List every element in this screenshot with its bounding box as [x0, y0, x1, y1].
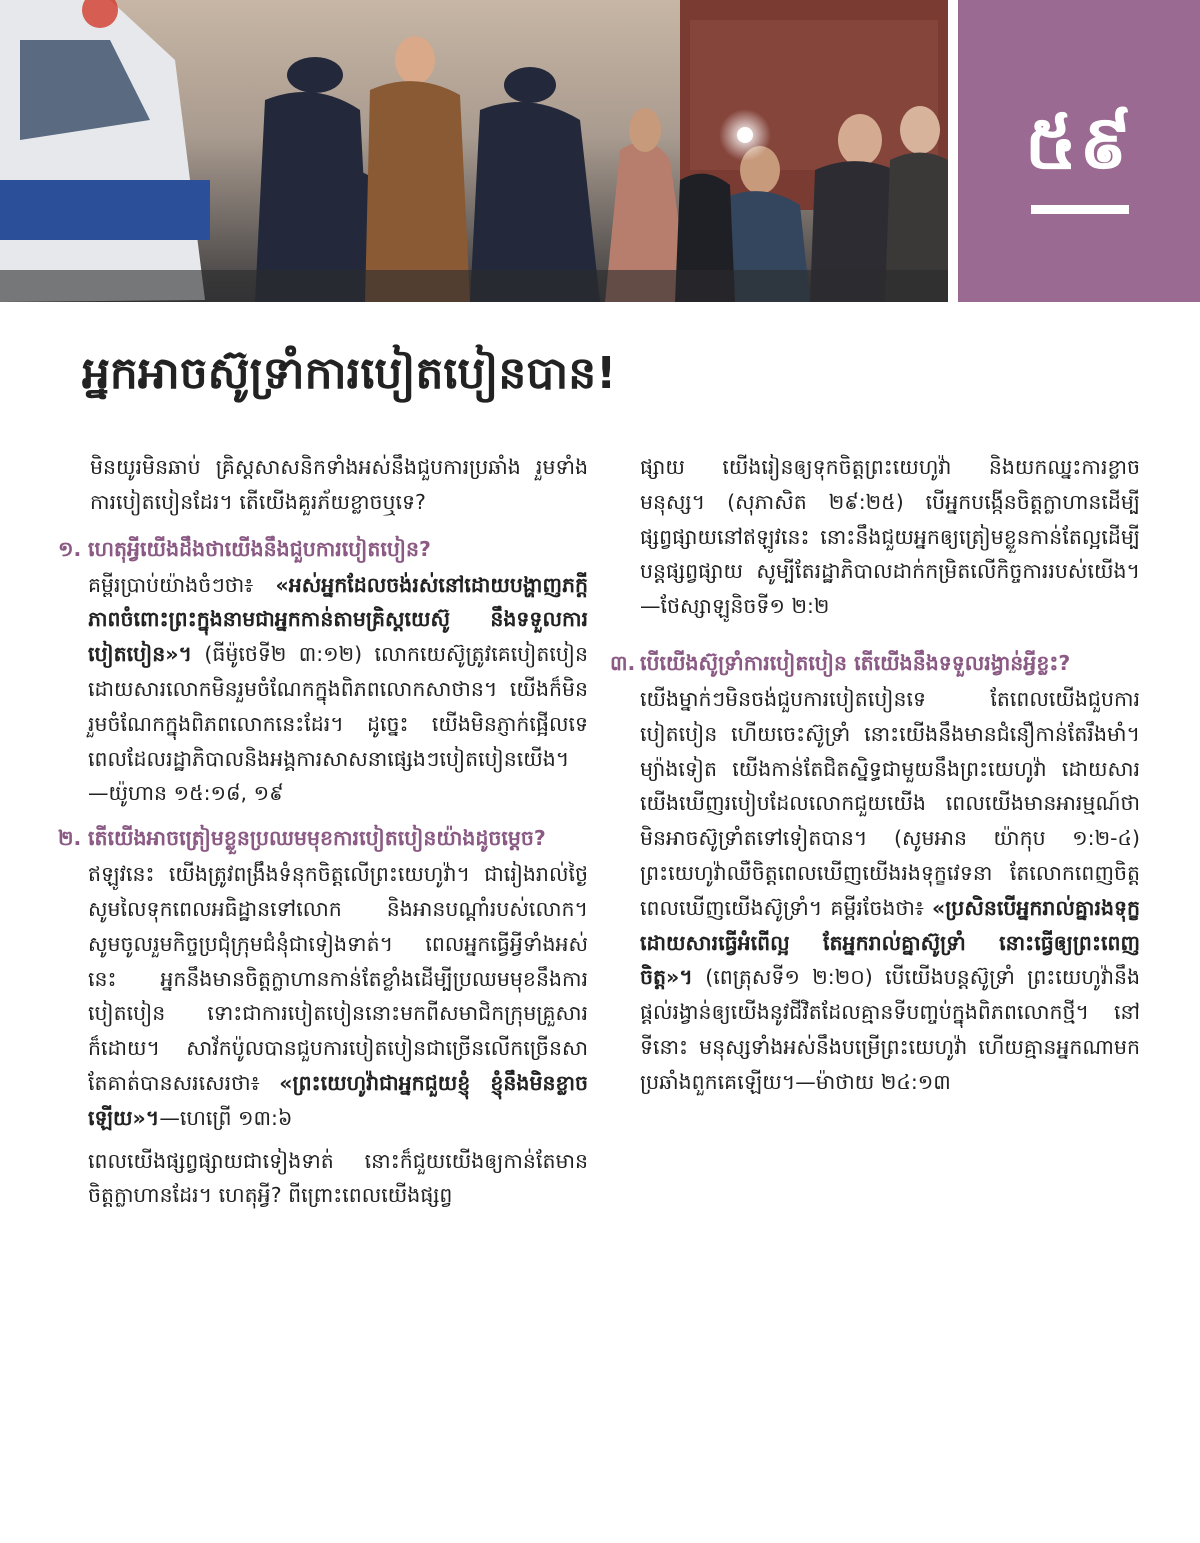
lesson-number: ៥៩ — [1024, 100, 1134, 186]
header-photo — [0, 0, 948, 302]
section-2-number: ២. — [58, 826, 82, 851]
section-1-text-b: (ធីម៉ូថេទី២ ៣:១២) លោកយេស៊ូត្រូវគេបៀតបៀន ដោយសារលោកមិនរួមចំណែកក្នុងពិភពលោកសាថាន។ យើងក៏មិនរួមចំណែកក្នុងពិភពលោកនេះដែរ។ ដូច្នេះ យើងមិនភ្ញាក់ផ្អើលទេ ពេលដែលរដ្ឋាភិបាលនិងអង្គការសាសនាផ្សេងៗបៀតបៀនយើង។—យ៉ូហាន ១៥:១៨, ១៩ — [88, 642, 588, 806]
section-3-text-a: យើងម្នាក់ៗមិនចង់ជួបការបៀតបៀនទេ តែពេលយើងជួបការបៀតបៀន ហើយចេះស៊ូទ្រាំ នោះយើងនឹងមានជំនឿកាន់តែរឹងមាំ។ ម្យ៉ាងទៀត យើងកាន់តែជិតស្និទ្ធជាមួយនឹងព្រះយេហូវ៉ា ដោយសារយើងឃើញរបៀបដែលលោកជួយយើង ពេលយើងមានអារម្មណ៍ថាមិនអាចស៊ូទ្រាំតទៅទៀតបាន។ (សូមអាន យ៉ាកុប ១:២-៤) ព្រះយេហូវ៉ាឈឺចិត្តពេលឃើញយើងរងទុក្ខវេទនា តែលោកពេញចិត្តពេលឃើញយើងស៊ូទ្រាំ។ គម្ពីរចែងថា៖ — [640, 686, 1140, 920]
section-3-number: ៣. — [610, 650, 636, 675]
section-3-heading-text: បើយើងស៊ូទ្រាំការបៀតបៀន តើយើងនឹងទទួលរង្វាន់អ្វីខ្លះ? — [640, 650, 1071, 675]
section-2 — [58, 821, 588, 1213]
section-2-heading-text: តើយើងអាចត្រៀមខ្លួនប្រឈមមុខការបៀតបៀនយ៉ាងដូចម្ដេច? — [88, 826, 546, 851]
section-2-text-a: ឥឡូវនេះ យើងត្រូវពង្រឹងទំនុកចិត្តលើព្រះយេហូវ៉ា។ ជារៀងរាល់ថ្ងៃ សូមលៃទុកពេលអធិដ្ឋានទៅលោក និងអានបណ្ដាំរបស់លោក។ សូមចូលរួមកិច្ចប្រជុំក្រុមជំនុំជាទៀងទាត់។ ពេលអ្នកធ្វើអ្វីទាំងអស់នេះ អ្នកនឹងមានចិត្តក្លាហានកាន់តែខ្លាំងដើម្បីប្រឈមមុខនឹងការបៀតបៀន ទោះជាការបៀតបៀននោះមកពីសមាជិកក្រុមគ្រួសារក៏ដោយ។ សាវ័កប៉ូលបានជួបការបៀតបៀនជាច្រើនលើកច្រើនសា តែគាត់បានសរសេរថា៖ — [88, 862, 588, 1095]
paragraph-gap — [88, 1136, 588, 1144]
section-1-quote: «អស់អ្នកដែលចង់រស់នៅដោយបង្ហាញភក្ដីភាពចំពោះព្រះក្នុងនាមជាអ្នកកាន់តាមគ្រិស្ដយេស៊ូ នឹងទទួលការបៀតបៀន»។ — [88, 572, 588, 667]
section-1-heading-text: ហេតុអ្វីយើងដឹងថាយើងនឹងជួបការបៀតបៀន? — [88, 536, 431, 561]
header-photo-illustration — [0, 0, 948, 302]
page-title: អ្នកអាចស៊ូទ្រាំការបៀតបៀនបាន! — [82, 348, 617, 399]
section-1 — [58, 532, 588, 812]
section-1-number: ១. — [58, 536, 82, 561]
right-column — [610, 450, 1140, 1100]
section-2-text-b: —ហេព្រើ ១៣:៦ — [159, 1105, 293, 1130]
section-3-text-b: (ពេត្រុសទី១ ២:២០) បើយើងបន្តស៊ូទ្រាំ ព្រះយេហូវ៉ានឹងផ្ដល់រង្វាន់ឲ្យយើងនូវជីវិតដែលគ្មានទីបញ្ចប់ក្នុងពិភពលោកថ្មី។ នៅទីនោះ មនុស្សទាំងអស់នឹងបម្រើព្រះយេហូវ៉ា ហើយគ្មានអ្នកណាមកប្រឆាំងពួកគេឡើយ។—ម៉ាថាយ ២៤:១៣ — [640, 965, 1140, 1094]
section-3-heading — [610, 646, 1140, 680]
section-3-quote: «ប្រសិនបើអ្នករាល់គ្នារងទុក្ខដោយសារធ្វើអំពើល្អ តែអ្នករាល់គ្នាស៊ូទ្រាំ នោះធ្វើឲ្យព្រះពេញចិត្ត»។ — [640, 895, 1140, 990]
lesson-number-underline — [1031, 205, 1129, 214]
section-1-text-a: គម្ពីរប្រាប់យ៉ាងចំៗថា៖ — [88, 572, 276, 597]
section-3 — [610, 646, 1140, 1100]
section-2-heading — [58, 821, 588, 855]
section-2-paragraph-1 — [88, 857, 588, 1135]
lesson-panel — [958, 0, 1200, 302]
section-1-paragraph — [88, 568, 588, 812]
section-2-quote: «ព្រះយេហូវ៉ាជាអ្នកជួយខ្ញុំ ខ្ញុំនឹងមិនខ្លាចឡើយ»។ — [88, 1070, 588, 1130]
section-3-paragraph — [640, 682, 1140, 1100]
section-2-paragraph-2-continued: ផ្សាយ យើងរៀនឲ្យទុកចិត្តព្រះយេហូវ៉ា និងយកឈ្នះការខ្លាចមនុស្ស។ (សុភាសិត ២៩:២៥) បើអ្នកបង្កើនចិត្តក្លាហានដើម្បីផ្សព្វផ្សាយនៅឥឡូវនេះ នោះនឹងជួយអ្នកឲ្យត្រៀមខ្លួនកាន់តែល្អដើម្បីបន្តផ្សព្វផ្សាយ សូម្បីតែរដ្ឋាភិបាលដាក់កម្រិតលើកិច្ចការរបស់យើង។—ថែស្សាឡូនិចទី១ ២:២ — [640, 455, 1140, 619]
section-2-paragraph-2: ពេលយើងផ្សព្វផ្សាយជាទៀងទាត់ នោះក៏ជួយយើងឲ្យកាន់តែមានចិត្តក្លាហានដែរ។ ហេតុអ្វី? ពីព្រោះពេលយើងផ្សព្វ — [88, 1148, 588, 1208]
intro-paragraph: មិនយូរមិនឆាប់ គ្រិស្ដសាសនិកទាំងអស់នឹងជួបការប្រឆាំង រួមទាំងការបៀតបៀនដែរ។ តើយើងគួរភ័យខ្លាចឬទេ? — [90, 455, 588, 514]
section-1-heading — [58, 532, 588, 566]
left-column — [58, 450, 588, 1213]
